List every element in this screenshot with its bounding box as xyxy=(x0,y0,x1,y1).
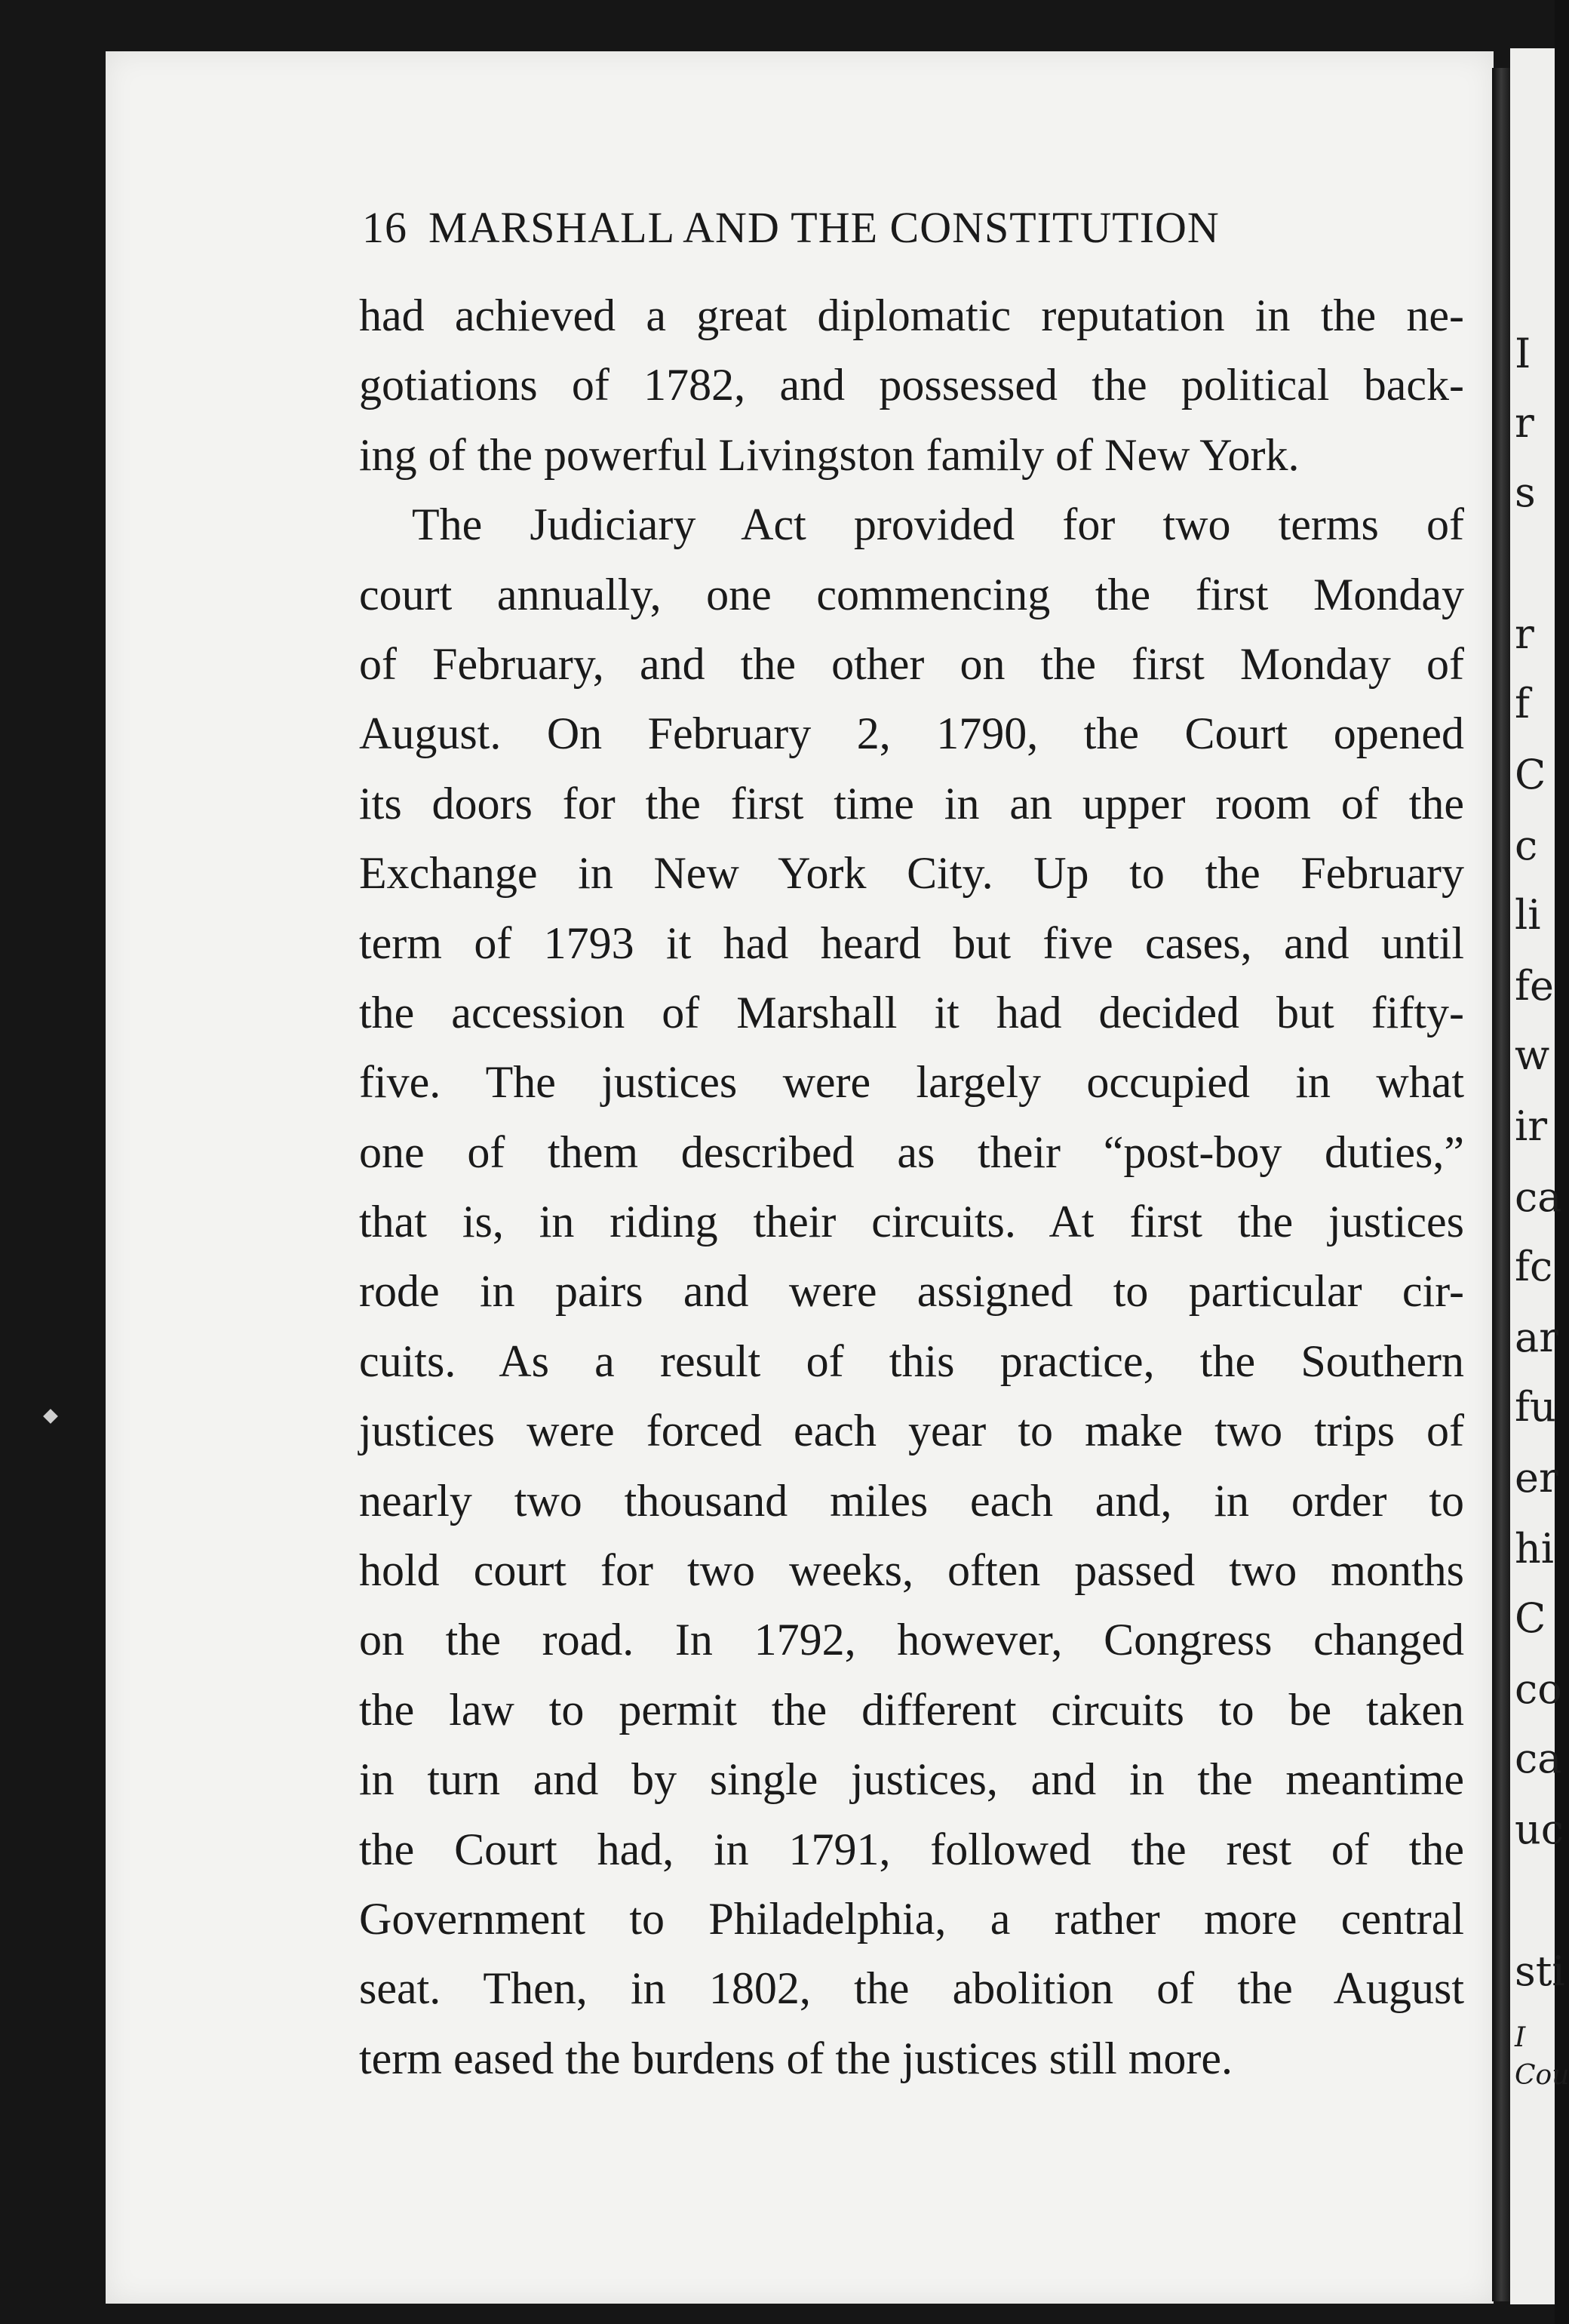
text-line: rode in pairs and were assigned to particular cir- xyxy=(359,1266,1464,1317)
text-line: in turn and by single justices, and in the meantime xyxy=(359,1754,1464,1805)
text-line: five. The justices were largely occupied in what xyxy=(359,1057,1464,1108)
text-line: term eased the burdens of the justices still more. xyxy=(359,2033,1233,2083)
text-line: seat. Then, in 1802, the abolition of the August xyxy=(359,1963,1464,2014)
adjacent-page-fragment: er xyxy=(1515,1454,1558,1502)
running-header xyxy=(362,202,1463,253)
adjacent-page-fragment: co xyxy=(1515,1665,1562,1713)
text-line: had achieved a great diplomatic reputation in the ne- xyxy=(359,290,1464,340)
text-line: its doors for the first time in an upper room of the xyxy=(359,778,1464,828)
adjacent-page-fragment: w xyxy=(1515,1031,1550,1079)
adjacent-page-fragment: I xyxy=(1515,2022,1526,2053)
adjacent-page-fragment: ca xyxy=(1515,1173,1562,1221)
text-line: Exchange in New York City. Up to the February xyxy=(359,848,1464,899)
adjacent-page-fragment: f xyxy=(1515,680,1530,727)
adjacent-page-fragment: ca xyxy=(1515,1735,1562,1782)
adjacent-page-edge xyxy=(1510,48,1569,2304)
adjacent-page-fragment: ir xyxy=(1515,1102,1548,1150)
running-head-title: MARSHALL AND THE CONSTITUTION xyxy=(428,203,1220,252)
adjacent-page-fragment: c xyxy=(1515,822,1538,869)
text-line: nearly two thousand miles each and, in order to xyxy=(359,1475,1464,1526)
text-line: the Court had, in 1791, followed the rest of the xyxy=(359,1824,1464,1874)
text-line: gotiations of 1782, and possessed the political back- xyxy=(359,360,1464,410)
text-line: term of 1793 it had heard but five cases, and until xyxy=(359,918,1464,968)
adjacent-page-fragment: hi xyxy=(1515,1525,1555,1572)
text-line: ing of the powerful Livingston family of New York. xyxy=(359,429,1300,480)
adjacent-page-fragment: r xyxy=(1515,399,1534,447)
adjacent-page-fragment: C xyxy=(1515,1594,1546,1642)
adjacent-page-fragment: li xyxy=(1515,891,1541,939)
text-line: August. On February 2, 1790, the Court opened xyxy=(359,709,1464,759)
text-line: cuits. As a result of this practice, the Southern xyxy=(359,1336,1464,1386)
adjacent-page-fragment: sti xyxy=(1515,1947,1565,1995)
adjacent-page-fragment: ar xyxy=(1515,1314,1559,1361)
adjacent-page-fragment: C xyxy=(1515,751,1546,798)
text-line: the accession of Marshall it had decided but fifty- xyxy=(359,987,1464,1038)
adjacent-page-fragment: fc xyxy=(1515,1243,1553,1290)
adjacent-page-fragment: s xyxy=(1515,469,1536,516)
page-number: 16 xyxy=(362,203,407,252)
text-line: the law to permit the different circuits to be taken xyxy=(359,1684,1464,1735)
text-line: justices were forced each year to make two trips of xyxy=(359,1406,1464,1456)
text-line: The Judiciary Act provided for two terms of xyxy=(412,500,1464,550)
adjacent-page-fragment: Cou xyxy=(1515,2060,1569,2091)
body-text xyxy=(359,281,1464,2093)
page-gutter-shadow xyxy=(1492,68,1510,2301)
adjacent-page-fragment: uc xyxy=(1515,1806,1564,1853)
text-line: hold court for two weeks, often passed two months xyxy=(359,1545,1464,1596)
adjacent-page-fragment: fu xyxy=(1515,1383,1556,1431)
adjacent-page-fragment: r xyxy=(1515,610,1534,658)
text-line: one of them described as their “post-boy duties,” xyxy=(359,1127,1464,1177)
text-line: court annually, one commencing the first Monday xyxy=(359,569,1464,619)
adjacent-page-fragment: fe xyxy=(1515,962,1554,1010)
adjacent-page-fragment: I xyxy=(1515,330,1531,377)
text-line: of February, and the other on the first Monday of xyxy=(359,638,1464,689)
text-line: Government to Philadelphia, a rather more central xyxy=(359,1893,1464,1944)
text-line: on the road. In 1792, however, Congress changed xyxy=(359,1615,1464,1665)
text-line: that is, in riding their circuits. At first the justices xyxy=(359,1197,1464,1247)
